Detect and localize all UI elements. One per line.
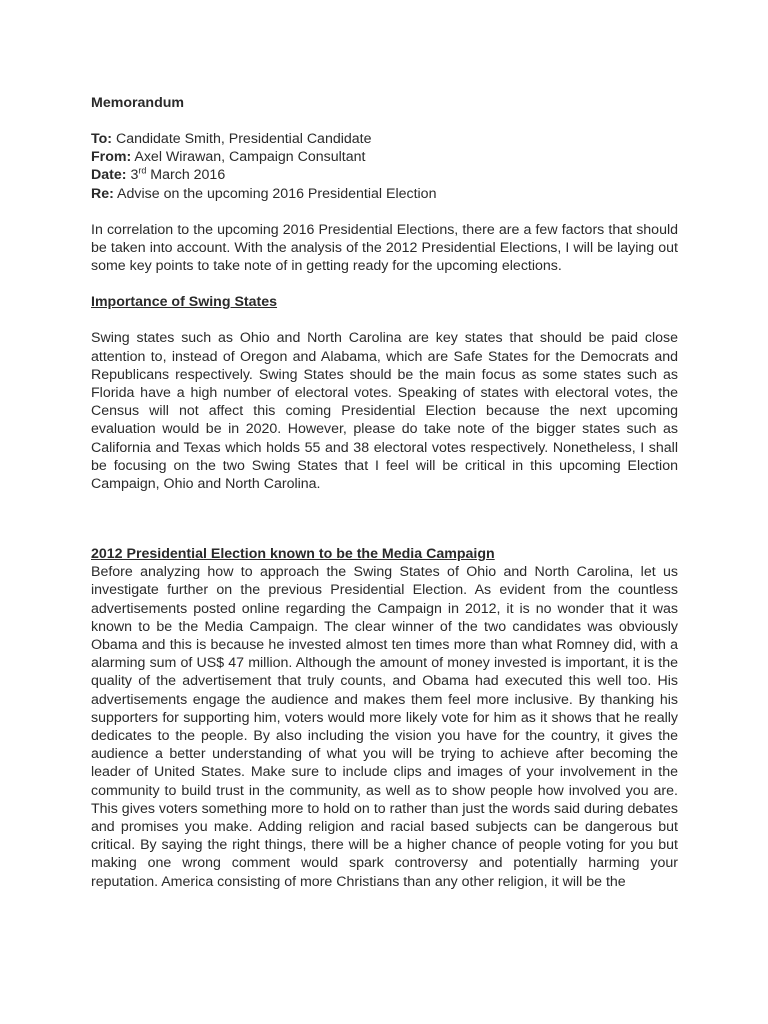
to-line bbox=[91, 130, 678, 148]
memo-header bbox=[91, 130, 678, 203]
section-heading-media-campaign: 2012 Presidential Election known to be the Media Campaign bbox=[91, 546, 495, 563]
from-line bbox=[91, 148, 678, 166]
date-label: Date: bbox=[91, 167, 127, 184]
re-label: Re: bbox=[91, 185, 114, 202]
date-suffix: rd bbox=[138, 165, 147, 176]
from-label: From: bbox=[91, 149, 132, 166]
from-value: Axel Wirawan, Campaign Consultant bbox=[134, 149, 366, 166]
to-value: Candidate Smith, Presidential Candidate bbox=[115, 131, 372, 147]
section-heading-swing-states: Importance of Swing States bbox=[91, 294, 278, 311]
re-value: Advise on the upcoming 2016 Presidential Election bbox=[117, 185, 437, 202]
re-line bbox=[91, 185, 678, 203]
date-rest: March 2016 bbox=[150, 167, 226, 184]
swing-states-paragraph: Swing states such as Ohio and North Carolina are key states that should be paid close attention to, instead of Oregon and Alabama, which are Safe States for the Democrats and Republicans respectively. Swing States should be the main focus as some states such as Florida have a high number of electoral votes. Speaking of states with electoral votes, the Census will not affect this coming Presidential Election because the next upcoming evaluation would be in 2020. However, please do take note of the bigger states such as California and Texas which holds 55 and 38 electoral votes respectively. Nonetheless, I shall be focusing on the two Swing States that I feel will be critical in this upcoming Election Campaign, Ohio and North Carolina. bbox=[91, 330, 678, 492]
to-label: To: bbox=[91, 131, 113, 147]
media-campaign-paragraph: Before analyzing how to approach the Swing States of Ohio and North Carolina, let us investigate further on the previous Presidential Election. As evident from the countless advertisements posted online regarding the Campaign in 2012, it is no wonder that it was known to be the Media Campaign. The clear winner of the two candidates was obviously Obama and this is because he invested almost ten times more than what Romney did, with a alarming sum of US$ 47 million. Although the amount of money invested is important, it is the quality of the advertisement that truly counts, and Obama had executed this well too. His advertisements engage the audience and makes them feel more inclusive. By thanking his supporters for supporting him, voters would more likely vote for him as it shows that he really dedicates to the people. By also including the vision you have for the country, it gives the audience a better understanding of what you will be trying to achieve after becoming the leader of United States. Make sure to include clips and images of your involvement in the community to build trust in the community, as well as to show people how involved you are. This gives voters something more to hold on to rather than just the words said during debates and promises you make. Adding religion and racial based subjects can be dangerous but critical. By saying the right things, there will be a higher chance of people voting for you but making one wrong comment would spark controversy and potentially harming your reputation. America consisting of more Christians than any other religion, it will be the bbox=[91, 564, 678, 890]
date-line bbox=[91, 166, 678, 184]
memo-title: Memorandum bbox=[91, 95, 185, 111]
date-day: 3 bbox=[130, 167, 139, 184]
intro-paragraph: In correlation to the upcoming 2016 Presidential Elections, there are a few factors that should be taken into account. With the analysis of the 2012 Presidential Elections, I will be laying out some key points to take note of in getting ready for the upcoming elections. bbox=[91, 221, 678, 275]
